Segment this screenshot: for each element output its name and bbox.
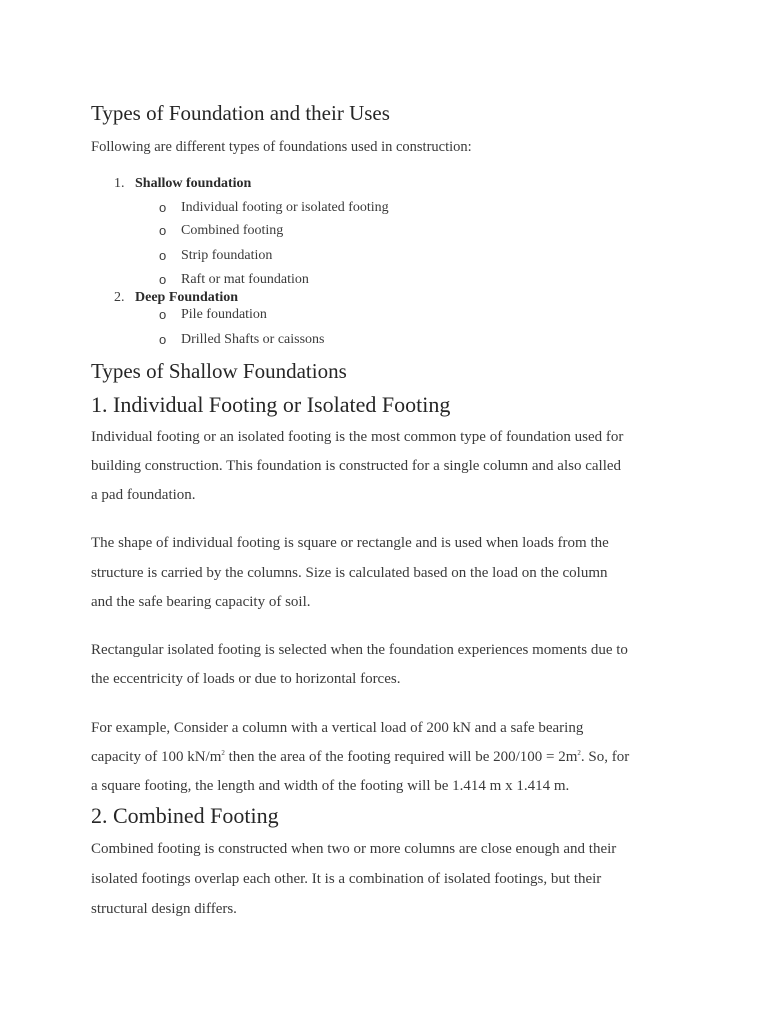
paragraph-line: Combined footing is constructed when two or more columns are close enough and their [91,841,617,857]
paragraph-line [91,748,629,766]
paragraph-line: a square footing, the length and width of the footing will be 1.414 m x 1.414 m. [91,778,570,794]
list-item-deep-foundation: Deep Foundation [135,290,239,305]
sub-list-item: Strip foundation [181,248,273,263]
text-fragment: . So, for [580,749,630,765]
text-fragment: then the area of the footing required will be 200/100 = 2m [224,749,578,765]
subsection-heading: 1. Individual Footing or Isolated Footing [91,392,451,417]
sub-list-item: Individual footing or isolated footing [181,200,389,215]
list-item-shallow-foundation: Shallow foundation [135,176,252,191]
paragraph-line: The shape of individual footing is square or rectangle and is used when loads from the [91,535,609,551]
paragraph-line: building construction. This foundation is constructed for a single column and also called [91,458,622,474]
list-number: 2. [114,290,125,305]
list-number: 1. [114,176,125,191]
paragraph-line: structural design differs. [91,901,237,917]
bullet-icon: o [159,307,167,322]
page-title: Types of Foundation and their Uses [91,101,390,125]
bullet-icon: o [159,200,167,215]
paragraph-line: and the safe bearing capacity of soil. [91,594,311,610]
intro-text: Following are different types of foundations used in construction: [91,139,472,155]
paragraph-line: a pad foundation. [91,487,196,503]
section-heading: Types of Shallow Foundations [91,359,347,383]
paragraph-line: structure is carried by the columns. Size is calculated based on the load on the column [91,565,608,581]
paragraph-line: For example, Consider a column with a vertical load of 200 kN and a safe bearing [91,720,584,736]
bullet-icon: o [159,248,167,263]
sub-list-item: Raft or mat foundation [181,272,309,287]
bullet-icon: o [159,332,167,347]
superscript: 2 [577,749,581,757]
text-fragment: capacity of 100 kN/m [91,749,222,765]
bullet-icon: o [159,272,167,287]
superscript: 2 [221,749,225,757]
subsection-heading: 2. Combined Footing [91,803,279,828]
bullet-icon: o [159,223,167,238]
sub-list-item: Combined footing [181,223,284,238]
paragraph-line: the eccentricity of loads or due to horizontal forces. [91,671,401,687]
paragraph-line: Individual footing or an isolated footing is the most common type of foundation used for [91,429,624,445]
sub-list-item: Pile foundation [181,307,267,322]
paragraph-line: isolated footings overlap each other. It is a combination of isolated footings, but their [91,871,602,887]
sub-list-item: Drilled Shafts or caissons [181,332,325,347]
paragraph-line: Rectangular isolated footing is selected when the foundation experiences moments due to [91,642,628,658]
